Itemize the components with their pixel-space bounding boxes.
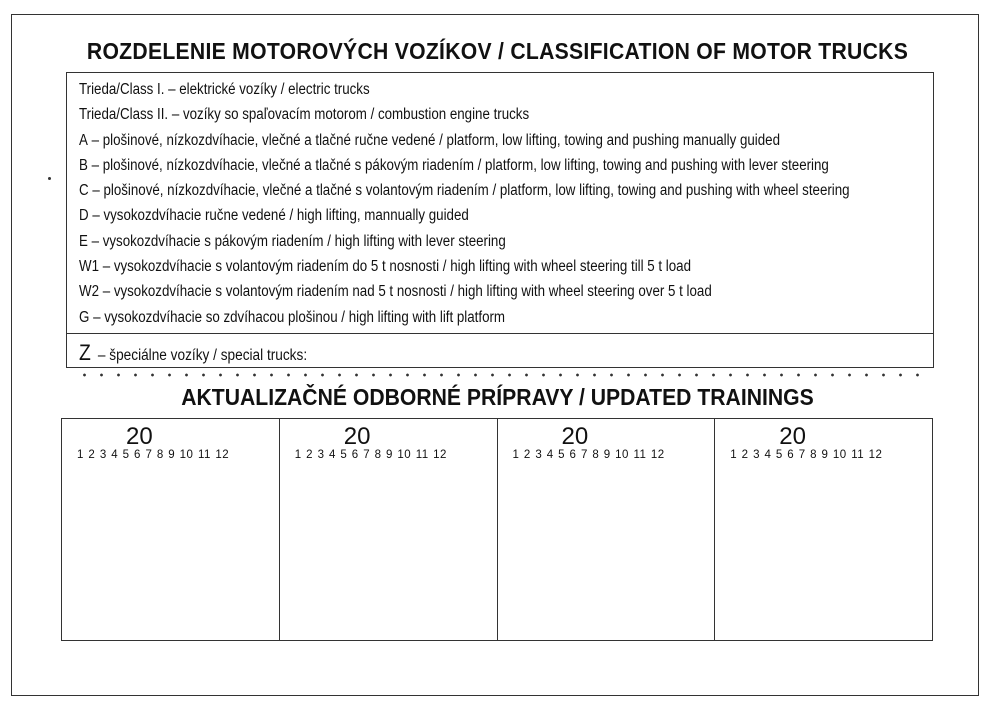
- training-year: 20: [561, 423, 589, 450]
- class-row: [79, 229, 810, 254]
- special-text: – špeciálne vozíky / special trucks:: [97, 347, 308, 364]
- class-description: – vysokozdvíhacie so zdvíhacou plošinou / high lifting with lift platform: [89, 308, 506, 326]
- class-code: C: [79, 182, 89, 200]
- month-number: 7: [363, 449, 371, 461]
- class-code: Trieda/Class I.: [79, 81, 165, 98]
- class-row: [79, 77, 810, 102]
- training-cell[interactable]: [498, 419, 716, 640]
- class-description: – vysokozdvíhacie s pákovým riadením / high lifting with lever steering: [87, 232, 506, 250]
- month-number: 2: [306, 449, 314, 461]
- month-number: 4: [764, 449, 772, 461]
- class-code: G: [79, 308, 90, 326]
- month-number: 9: [386, 449, 393, 461]
- month-number: 11: [633, 449, 647, 461]
- month-number: 4: [111, 449, 119, 461]
- class-row: [79, 102, 810, 127]
- class-row: [79, 153, 829, 178]
- classification-box: [66, 72, 934, 368]
- month-number: 10: [832, 449, 847, 461]
- month-number: 1: [512, 449, 520, 461]
- month-number: 9: [603, 449, 611, 461]
- training-year: 20: [126, 423, 153, 450]
- month-number: 5: [340, 449, 348, 461]
- month-number: 5: [775, 449, 783, 461]
- month-number: 5: [558, 449, 566, 461]
- month-number: 5: [122, 449, 130, 461]
- month-number: 4: [328, 449, 336, 461]
- month-row: [77, 449, 234, 461]
- month-number: 7: [145, 449, 153, 461]
- month-number: 3: [753, 449, 760, 461]
- class-description: – vysokozdvíhacie s volantovým riadením nad 5 t nosnosti / high lifting with wheel steering over 5 t load: [98, 283, 712, 301]
- trainings-grid: [61, 418, 933, 641]
- month-number: 6: [351, 449, 359, 461]
- month-number: 8: [592, 449, 600, 461]
- month-number: 10: [615, 449, 629, 461]
- month-number: 11: [851, 449, 865, 461]
- month-number: 1: [77, 449, 84, 461]
- divider: [67, 333, 933, 334]
- training-cell[interactable]: [280, 419, 498, 640]
- class-code: A: [79, 131, 88, 149]
- class-row: [79, 305, 810, 330]
- month-number: 9: [821, 449, 829, 461]
- month-row: [730, 449, 887, 461]
- month-number: 12: [433, 449, 447, 461]
- month-number: 2: [88, 449, 96, 461]
- classification-list: [79, 77, 929, 330]
- month-number: 8: [156, 449, 164, 461]
- class-code: Trieda/Class II.: [79, 106, 169, 124]
- dotted-separator: [76, 372, 926, 378]
- month-number: 12: [215, 449, 230, 461]
- class-description: – plošinové, nízkozdvíhacie, vlečné a tlačné ručne vedené / platform, low lifting, towing and pushing manually guided: [87, 131, 780, 149]
- month-number: 3: [317, 449, 325, 461]
- month-number: 10: [179, 449, 194, 461]
- training-year: 20: [779, 423, 806, 450]
- month-number: 6: [134, 449, 141, 461]
- special-trucks-row: [79, 340, 307, 366]
- month-number: 12: [650, 449, 665, 461]
- class-description: – vysokozdvíhacie ručne vedené / high lifting, mannually guided: [88, 207, 469, 225]
- class-description: – elektrické vozíky / electric trucks: [164, 81, 370, 98]
- training-year: 20: [343, 423, 371, 450]
- month-number: 8: [374, 449, 382, 461]
- month-number: 10: [397, 449, 412, 461]
- class-description: – plošinové, nízkozdvíhacie, vlečné a tlačné s pákovým riadením / platform, low lifting, towing and pushing with lever steering: [87, 156, 829, 174]
- class-code: D: [79, 207, 89, 225]
- classification-title: ROZDELENIE MOTOROVÝCH VOZÍKOV / CLASSIFICATION OF MOTOR TRUCKS: [86, 38, 909, 64]
- class-description: – vysokozdvíhacie s volantovým riadením do 5 t nosnosti / high lifting with wheel steering till 5 t load: [98, 258, 692, 276]
- class-code: B: [79, 156, 88, 174]
- class-row: [79, 128, 810, 153]
- month-number: 11: [197, 449, 211, 461]
- month-number: 4: [546, 449, 554, 461]
- class-row: [79, 203, 810, 228]
- training-cell[interactable]: [62, 419, 280, 640]
- month-number: 11: [415, 449, 429, 461]
- month-number: 12: [868, 449, 883, 461]
- class-description: – vozíky so spaľovacím motorom / combustion engine trucks: [168, 106, 530, 124]
- month-number: 3: [535, 449, 543, 461]
- month-number: 6: [787, 449, 795, 461]
- month-number: 9: [168, 449, 176, 461]
- month-number: 2: [523, 449, 531, 461]
- class-description: – plošinové, nízkozdvíhacie, vlečné a tlačné s volantovým riadením / platform, low lifting, towing and pushing with wheel steering: [88, 182, 850, 200]
- special-code: Z: [79, 340, 91, 365]
- month-number: 1: [730, 449, 738, 461]
- month-number: 1: [294, 449, 302, 461]
- month-number: 7: [580, 449, 588, 461]
- class-row: [79, 178, 850, 203]
- month-number: 3: [99, 449, 107, 461]
- month-number: 2: [741, 449, 749, 461]
- class-code: E: [79, 232, 88, 250]
- month-number: 6: [569, 449, 577, 461]
- class-code: W1: [79, 258, 99, 276]
- month-number: 7: [798, 449, 806, 461]
- training-cell[interactable]: [715, 419, 932, 640]
- month-number: 8: [810, 449, 817, 461]
- class-code: W2: [79, 283, 99, 301]
- month-row: [295, 449, 452, 461]
- month-row: [513, 449, 670, 461]
- class-row: [79, 254, 810, 279]
- trainings-title: AKTUALIZAČNÉ ODBORNÉ PRÍPRAVY / UPDATED TRAININGS: [181, 384, 814, 410]
- stray-mark: [48, 177, 51, 180]
- class-row: [79, 279, 810, 304]
